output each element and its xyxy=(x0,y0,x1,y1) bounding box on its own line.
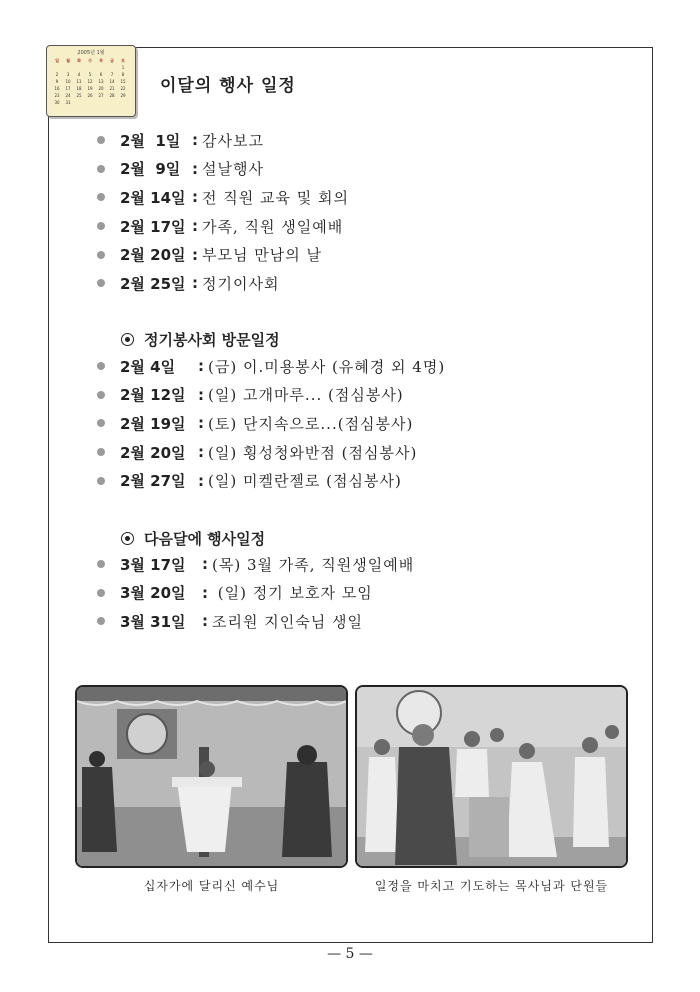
event-date: 3월 20일 xyxy=(120,584,186,603)
calendar-day: 5 xyxy=(88,72,92,77)
calendar-day: 22 xyxy=(120,86,126,91)
separator-colon: : xyxy=(202,583,208,602)
separator-colon: : xyxy=(198,414,204,433)
calendar-day: 8 xyxy=(121,72,125,77)
calendar-day: 29 xyxy=(120,93,126,98)
bullet-icon xyxy=(97,165,105,173)
separator-colon: : xyxy=(198,357,204,376)
page-number: — 5 — xyxy=(327,946,373,962)
volunteer-heading xyxy=(121,329,280,350)
calendar-day: 23 xyxy=(54,93,60,98)
event-description: 부모님 만남의 날 xyxy=(202,246,322,265)
calendar-day: 4 xyxy=(77,72,81,77)
separator-colon: : xyxy=(198,471,204,490)
list-item xyxy=(97,579,414,608)
page-title: 이달의 행사 일정 xyxy=(160,76,296,96)
event-date: 2월 1일 xyxy=(120,131,181,150)
event-description: 설날행사 xyxy=(202,160,264,179)
list-item xyxy=(97,269,349,298)
volunteer-heading-text: 정기봉사회 방문일정 xyxy=(144,331,280,349)
bullet-icon xyxy=(97,589,105,597)
calendar-weekday: 화 xyxy=(77,58,81,63)
separator-colon: : xyxy=(192,159,198,178)
calendar-day xyxy=(74,65,84,71)
bullet-icon xyxy=(97,251,105,259)
calendar-day xyxy=(52,65,62,71)
calendar-day: 14 xyxy=(109,79,115,84)
event-date: 2월 20일 xyxy=(120,443,186,462)
bullet-icon xyxy=(97,477,105,485)
calendar-weekday: 수 xyxy=(88,58,92,63)
calendar-weekday: 목 xyxy=(99,58,103,63)
target-bullet-icon xyxy=(121,333,134,346)
event-date: 2월 19일 xyxy=(120,414,186,433)
next-month-heading-text: 다음달에 행사일정 xyxy=(144,530,266,548)
event-date: 2월 4일 xyxy=(120,357,176,376)
photo-prayer-group xyxy=(355,685,628,868)
list-item xyxy=(97,240,349,269)
separator-colon: : xyxy=(202,612,208,631)
list-item xyxy=(97,212,349,241)
separator-colon: : xyxy=(192,131,198,150)
event-description: 정기이사회 xyxy=(202,274,280,293)
list-item xyxy=(97,352,445,381)
event-list xyxy=(97,126,349,298)
separator-colon: : xyxy=(202,555,208,574)
calendar-day: 7 xyxy=(110,72,114,77)
list-item xyxy=(97,550,414,579)
calendar-day: 18 xyxy=(76,86,82,91)
event-date: 2월 20일 xyxy=(120,246,186,265)
event-date: 2월 27일 xyxy=(120,472,186,491)
calendar-weekday: 일 xyxy=(55,58,59,63)
list-item xyxy=(97,409,445,438)
separator-colon: : xyxy=(192,274,198,293)
list-item xyxy=(97,438,445,467)
calendar-day: 6 xyxy=(99,72,103,77)
event-description: (일) 미켈란젤로 (점심봉사) xyxy=(208,472,402,491)
calendar-day: 16 xyxy=(54,86,60,91)
list-item xyxy=(97,183,349,212)
bullet-icon xyxy=(97,222,105,230)
calendar-day: 1 xyxy=(121,65,125,70)
calendar-day: 10 xyxy=(65,79,71,84)
bullet-icon xyxy=(97,391,105,399)
calendar-day: 30 xyxy=(54,100,60,105)
event-date: 2월 14일 xyxy=(120,188,186,207)
calendar-icon xyxy=(46,45,136,117)
calendar-day: 11 xyxy=(76,79,82,84)
next-month-heading xyxy=(121,528,265,549)
bullet-icon xyxy=(97,448,105,456)
separator-colon: : xyxy=(198,385,204,404)
calendar-day: 3 xyxy=(66,72,70,77)
calendar-day xyxy=(85,65,95,71)
calendar-weekday: 월 xyxy=(66,58,70,63)
calendar-day: 27 xyxy=(98,93,104,98)
list-item xyxy=(97,126,349,155)
bullet-icon xyxy=(97,617,105,625)
separator-colon: : xyxy=(192,245,198,264)
event-date: 3월 31일 xyxy=(120,612,186,631)
calendar-day: 17 xyxy=(65,86,71,91)
photo-caption-left: 십자가에 달리신 예수님 xyxy=(143,879,280,893)
event-description: (일) 정기 보호자 모임 xyxy=(212,584,373,603)
calendar-day: 24 xyxy=(65,93,71,98)
calendar-day: 28 xyxy=(109,93,115,98)
calendar-day: 21 xyxy=(109,86,115,91)
separator-colon: : xyxy=(192,217,198,236)
calendar-day: 19 xyxy=(87,86,93,91)
calendar-day: 2 xyxy=(55,72,59,77)
calendar-day: 9 xyxy=(55,79,59,84)
next-month-list xyxy=(97,550,414,636)
calendar-title: 2005년 1월 xyxy=(77,50,105,56)
calendar-weekday: 토 xyxy=(121,58,125,63)
event-date: 3월 17일 xyxy=(120,555,186,574)
event-description: 감사보고 xyxy=(202,131,264,150)
calendar-day: 12 xyxy=(87,79,93,84)
calendar-day: 31 xyxy=(65,100,71,105)
event-description: 전 직원 교육 및 회의 xyxy=(202,188,349,207)
calendar-day xyxy=(96,65,106,71)
calendar-day xyxy=(107,65,117,71)
list-item xyxy=(97,607,414,636)
list-item xyxy=(97,466,445,495)
separator-colon: : xyxy=(192,188,198,207)
event-description: (일) 횡성청와반점 (점심봉사) xyxy=(208,443,418,462)
photo-crucifixion-play xyxy=(75,685,348,868)
event-description: (목) 3월 가족, 직원생일예배 xyxy=(212,555,415,574)
calendar-day: 25 xyxy=(76,93,82,98)
bullet-icon xyxy=(97,136,105,144)
calendar-day: 20 xyxy=(98,86,104,91)
calendar-day xyxy=(63,65,73,71)
bullet-icon xyxy=(97,560,105,568)
bullet-icon xyxy=(97,419,105,427)
bullet-icon xyxy=(97,279,105,287)
bullet-icon xyxy=(97,362,105,370)
event-date: 2월 9일 xyxy=(120,160,181,179)
target-bullet-icon xyxy=(121,532,134,545)
event-description: (일) 고개마루... (점심봉사) xyxy=(208,386,404,405)
event-date: 2월 25일 xyxy=(120,274,186,293)
event-description: (토) 단지속으로...(점심봉사) xyxy=(208,414,414,433)
photo-caption-right: 일정을 마치고 기도하는 목사님과 단원들 xyxy=(374,879,609,893)
event-date: 2월 12일 xyxy=(120,386,186,405)
list-item xyxy=(97,381,445,410)
calendar-weekday: 금 xyxy=(110,58,114,63)
calendar-day: 26 xyxy=(87,93,93,98)
event-description: 가족, 직원 생일예배 xyxy=(202,217,344,236)
calendar-grid xyxy=(52,58,135,106)
calendar-day: 13 xyxy=(98,79,104,84)
bullet-icon xyxy=(97,193,105,201)
event-date: 2월 17일 xyxy=(120,217,186,236)
event-description: 조리원 지인숙님 생일 xyxy=(212,612,363,631)
calendar-day: 15 xyxy=(120,79,126,84)
list-item xyxy=(97,155,349,184)
separator-colon: : xyxy=(198,443,204,462)
volunteer-list xyxy=(97,352,445,495)
event-description: (금) 이.미용봉사 (유혜경 외 4명) xyxy=(208,357,446,376)
